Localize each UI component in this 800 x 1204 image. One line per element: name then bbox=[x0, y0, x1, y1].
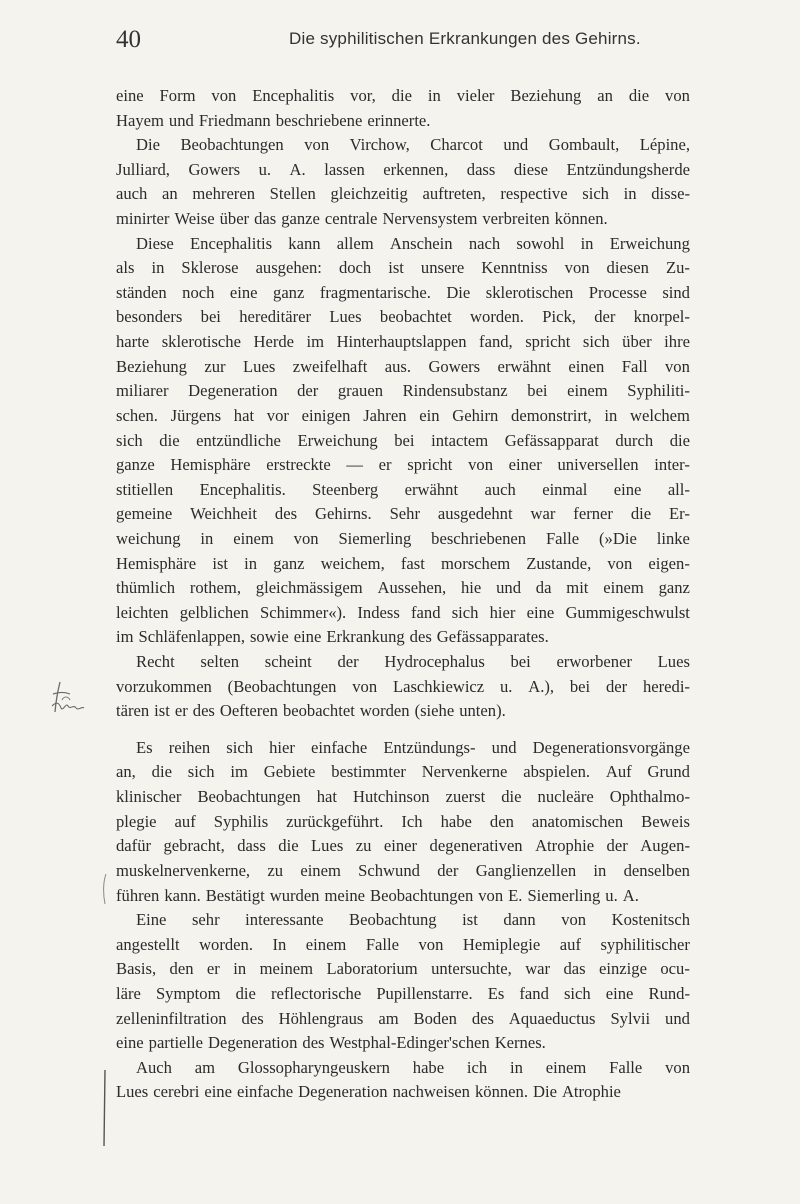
text-line: eine partielle Degeneration des Westphal-Edinger'schen Kernes. bbox=[116, 1033, 546, 1053]
pencil-margin-bracket bbox=[99, 1068, 109, 1148]
body-text bbox=[116, 84, 690, 1105]
paragraph bbox=[116, 1056, 690, 1105]
text-line: plegie auf Syphilis zurückgeführt. Ich habe den anatomischen Beweis bbox=[116, 811, 690, 831]
text-line: läre Symptom die reflectorische Pupillenstarre. Es fand sich eine Rund- bbox=[116, 983, 690, 1003]
text-line: ganze Hemisphäre erstreckte — er spricht von einer universellen inter- bbox=[116, 455, 690, 475]
paragraph bbox=[116, 232, 690, 650]
text-line: schen. Jürgens hat vor einigen Jahren ein Gehirn demonstrirt, in welchem bbox=[116, 405, 690, 425]
text-line: vorzukommen (Beobachtungen von Laschkiewicz u. A.), bei der heredi- bbox=[116, 676, 690, 696]
pencil-margin-mark bbox=[99, 872, 109, 906]
text-line: miliarer Degeneration der grauen Rindensubstanz bei einem Syphiliti- bbox=[116, 381, 690, 401]
paragraph bbox=[116, 133, 690, 231]
text-line: weichung in einem von Siemerling beschriebenen Falle (»Die linke bbox=[116, 528, 690, 548]
text-line: tären ist er des Oefteren beobachtet worden (siehe unten). bbox=[116, 701, 506, 721]
running-title: Die syphilitischen Erkrankungen des Gehirns. bbox=[289, 29, 641, 48]
text-line: sich die entzündliche Erweichung bei intactem Gefässapparat durch die bbox=[116, 430, 690, 450]
text-line: stitiellen Encephalitis. Steenberg erwähnt auch einmal eine all- bbox=[116, 479, 690, 499]
text-line: muskelnervenkerne, zu einem Schwund der Ganglienzellen in denselben bbox=[116, 860, 690, 880]
text-line: Beziehung zur Lues zweifelhaft aus. Gowers erwähnt einen Fall von bbox=[116, 356, 690, 376]
text-line: Eine sehr interessante Beobachtung ist dann von Kostenitsch bbox=[136, 910, 690, 930]
text-line: leichten gelblichen Schimmer«). Indess fand sich hier eine Gummigeschwulst bbox=[116, 602, 690, 622]
text-line: thümlich rothem, gleichmässigem Aussehen, hie und da mit einem ganz bbox=[116, 578, 690, 598]
text-line: auch an mehreren Stellen gleichzeitig auftreten, respective sich in disse- bbox=[116, 184, 690, 204]
text-line: als in Sklerose ausgehen: doch ist unsere Kenntniss von diesen Zu- bbox=[116, 258, 690, 278]
text-line: Es reihen sich hier einfache Entzündungs- und Degenerationsvorgänge bbox=[136, 737, 690, 757]
text-line: besonders bei hereditärer Lues beobachtet worden. Pick, der knorpel- bbox=[116, 307, 690, 327]
text-line: angestellt worden. In einem Falle von Hemiplegie auf syphilitischer bbox=[116, 934, 690, 954]
text-line: harte sklerotische Herde im Hinterhauptslappen fand, spricht sich über ihre bbox=[116, 332, 690, 352]
text-line: Recht selten scheint der Hydrocephalus bei erworbener Lues bbox=[136, 652, 690, 672]
text-line: Auch am Glossopharyngeuskern habe ich in einem Falle von bbox=[136, 1057, 690, 1077]
text-line: im Schläfenlappen, sowie eine Erkrankung des Gefässapparates. bbox=[116, 627, 549, 647]
paragraph bbox=[116, 84, 690, 133]
page-header bbox=[0, 20, 800, 60]
paragraph bbox=[116, 650, 690, 724]
text-line: Julliard, Gowers u. A. lassen erkennen, dass diese Entzündungsherde bbox=[116, 159, 690, 179]
paragraph bbox=[116, 908, 690, 1056]
text-line: Hemisphäre ist in ganz weichem, fast morschem Zustande, von eigen- bbox=[116, 553, 690, 573]
text-line: dafür gebracht, dass die Lues zu einer degenerativen Atrophie der Augen- bbox=[116, 836, 690, 856]
handwritten-pencil-note-icon bbox=[50, 678, 92, 718]
text-line: gemeine Weichheit des Gehirns. Sehr ausgedehnt war ferner die Er- bbox=[116, 504, 690, 524]
text-line: führen kann. Bestätigt wurden meine Beobachtungen von E. Siemerling u. A. bbox=[116, 885, 639, 905]
text-line: Diese Encephalitis kann allem Anschein nach sowohl in Erweichung bbox=[136, 233, 690, 253]
text-line: Basis, den er in meinem Laboratorium untersuchte, war das einzige ocu- bbox=[116, 959, 690, 979]
text-line: eine Form von Encephalitis vor, die in vieler Beziehung an die von bbox=[116, 86, 690, 105]
text-line: Hayem und Friedmann beschriebene erinnerte. bbox=[116, 110, 431, 130]
paragraph bbox=[116, 736, 690, 908]
text-line: Die Beobachtungen von Virchow, Charcot und Gombault, Lépine, bbox=[136, 135, 690, 155]
text-line: klinischer Beobachtungen hat Hutchinson zuerst die nucleäre Ophthalmo- bbox=[116, 787, 690, 807]
text-line: an, die sich im Gebiete bestimmter Nervenkerne abspielen. Auf Grund bbox=[116, 762, 690, 782]
text-line: minirter Weise über das ganze centrale Nervensystem verbreiten können. bbox=[116, 209, 608, 229]
text-line: zelleninfiltration des Höhlengraus am Boden des Aquaeductus Sylvii und bbox=[116, 1008, 690, 1028]
text-line: ständen noch eine ganz fragmentarische. Die sklerotischen Processe sind bbox=[116, 282, 690, 302]
text-line: Lues cerebri eine einfache Degeneration nachweisen können. Die Atrophie bbox=[116, 1082, 621, 1102]
page-number: 40 bbox=[116, 26, 141, 53]
